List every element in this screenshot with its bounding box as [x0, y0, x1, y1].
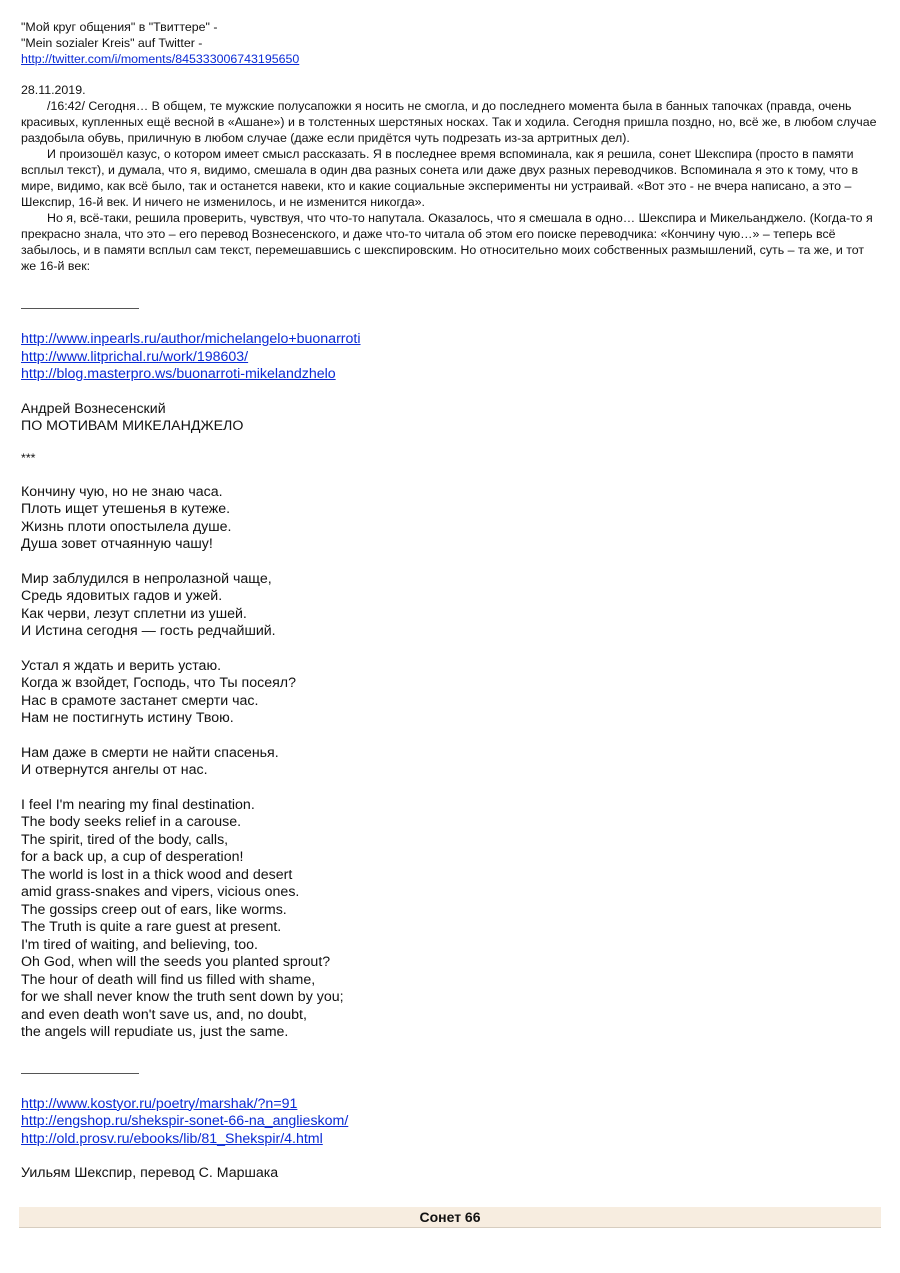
- poem1-stanza: [21, 745, 881, 780]
- poem2-attribution: Уильям Шекспир, перевод С. Маршака: [21, 1165, 279, 1181]
- poem-line: The Truth is quite a rare guest at present.: [21, 919, 282, 935]
- poem-line: Мир заблудился в непролазной чаще,: [21, 570, 272, 587]
- poem-line: Когда ж взойдет, Господь, что Ты посеял?: [21, 675, 296, 691]
- poem-line: The hour of death will find us filled with shame,: [21, 971, 316, 988]
- poem-line: The gossips creep out of ears, like worms.: [21, 901, 287, 918]
- twitter-link[interactable]: http://twitter.com/i/moments/845333006743195650: [21, 52, 300, 66]
- poem1-title: ПО МОТИВАМ МИКЕЛАНДЖЕЛО: [21, 418, 244, 434]
- poem-line: Как черви, лезут сплетни из ушей.: [21, 605, 247, 622]
- litprichal-link[interactable]: http://www.litprichal.ru/work/198603/: [21, 348, 249, 365]
- poem-line: Нам даже в смерти не найти спасенья.: [21, 744, 279, 761]
- poem-line: for a back up, a cup of desperation!: [21, 849, 244, 865]
- poem-line: Душа зовет отчаянную чашу!: [21, 536, 213, 552]
- poem-line: И отвернутся ангелы от нас.: [21, 762, 208, 778]
- poem1-english-translation: [21, 797, 881, 1042]
- poem1-stanza: [21, 658, 881, 728]
- poem-line: Жизнь плоти опостылела душе.: [21, 518, 232, 535]
- entry-paragraph: И произошёл казус, о котором имеет смысл рассказать. Я в последнее время вспоминала, как я решила, сонет Шекспира (просто в памяти всплыл текст), и думала, что я, видимо, смешала в один два разных сонета или даже двух разных переводчиков. Вспоминала я это к тому, что в мире, видимо, как всё было, так и останется навеки, кто и какие социальные эксперименты ни устраивай. «Вот это - не вчера написано, а это – Шекспир, 16-й век. И ничего не изменилось, и не изменится никогда».: [21, 147, 859, 209]
- poem-line: amid grass-snakes and vipers, vicious ones.: [21, 884, 300, 900]
- source-links-2: [21, 1096, 881, 1149]
- source-links-1: [21, 331, 881, 384]
- poem1-heading: [21, 401, 881, 436]
- poem-line: Устал я ждать и верить устаю.: [21, 657, 222, 674]
- inpearls-link[interactable]: http://www.inpearls.ru/author/michelangelo+buonarroti: [21, 331, 361, 347]
- poem-line: Плоть ищет утешенья в кутеже.: [21, 501, 231, 517]
- header-title-ru: "Мой круг общения" в "Твиттере" -: [21, 20, 218, 34]
- poem1-stanza: [21, 571, 881, 641]
- poem-line: И Истина сегодня — гость редчайший.: [21, 623, 276, 639]
- poem-line: The spirit, tired of the body, calls,: [21, 831, 229, 848]
- poem-line: the angels will repudiate us, just the same.: [21, 1024, 289, 1040]
- poem-line: and even death won't save us, and, no doubt,: [21, 1006, 307, 1023]
- kostyor-link[interactable]: http://www.kostyor.ru/poetry/marshak/?n=91: [21, 1095, 298, 1112]
- header-title-de: "Mein sozialer Kreis" auf Twitter -: [21, 36, 203, 50]
- poem-line: The world is lost in a thick wood and desert: [21, 866, 293, 883]
- poem-line: I'm tired of waiting, and believing, too.: [21, 936, 258, 953]
- sonnet-heading: Сонет 66: [19, 1207, 881, 1228]
- engshop-link[interactable]: http://engshop.ru/shekspir-sonet-66-na_anglieskom/: [21, 1113, 349, 1129]
- document-page: [21, 19, 881, 1183]
- poem-line: for we shall never know the truth sent down by you;: [21, 989, 344, 1005]
- masterpro-link[interactable]: http://blog.masterpro.ws/buonarroti-mikelandzhelo: [21, 366, 336, 382]
- header-block: [21, 19, 881, 67]
- poem-line: Нам не постигнуть истину Твою.: [21, 710, 234, 726]
- poem1-stanza: [21, 484, 881, 554]
- entry-paragraph: Но я, всё-таки, решила проверить, чувствуя, что что-то напутала. Оказалось, что я смешала в одно… Шекспира и Микельанджело. (Когда-то я прекрасно знала, что это – его перевод Вознесенского, и даже что-то читала об этом его поиске переводчика: «Кончину чую…» – теперь всё забылось, и в памяти всплыл сам текст, перемешавшись с шекспировским. Но относительно моих собственных размышлений, суть – та же, и тот же 16-й век:: [21, 211, 873, 273]
- poem-line: The body seeks relief in a carouse.: [21, 814, 242, 830]
- diary-entry: [21, 82, 881, 274]
- prosv-link[interactable]: http://old.prosv.ru/ebooks/lib/81_Shekspir/4.html: [21, 1130, 323, 1147]
- poem-line: Средь ядовитых гадов и ужей.: [21, 588, 223, 604]
- poem-line: I feel I'm nearing my final destination.: [21, 796, 255, 813]
- poem-line: Нас в срамоте застанет смерти час.: [21, 692, 259, 709]
- poem-line: Oh God, when will the seeds you planted sprout?: [21, 954, 331, 970]
- poem1-author: Андрей Вознесенский: [21, 400, 166, 417]
- entry-date: 28.11.2019.: [21, 83, 86, 97]
- entry-paragraph: /16:42/ Сегодня… В общем, те мужские полусапожки я носить не смогла, и до последнего момента была в банных тапочках (правда, очень красивых, купленных ещё весной в «Ашане») и в толстенных шерстяных носках. Так и ходила. Сегодня пришла поздно, но, всё же, в любом случае раздобыла обувь, приличную в любом случае (даже если придётся чуть подрезать из-за артритных дел).: [21, 99, 877, 145]
- poem-line: Кончину чую, но не знаю часа.: [21, 483, 223, 500]
- poem1-stars: ***: [21, 450, 36, 465]
